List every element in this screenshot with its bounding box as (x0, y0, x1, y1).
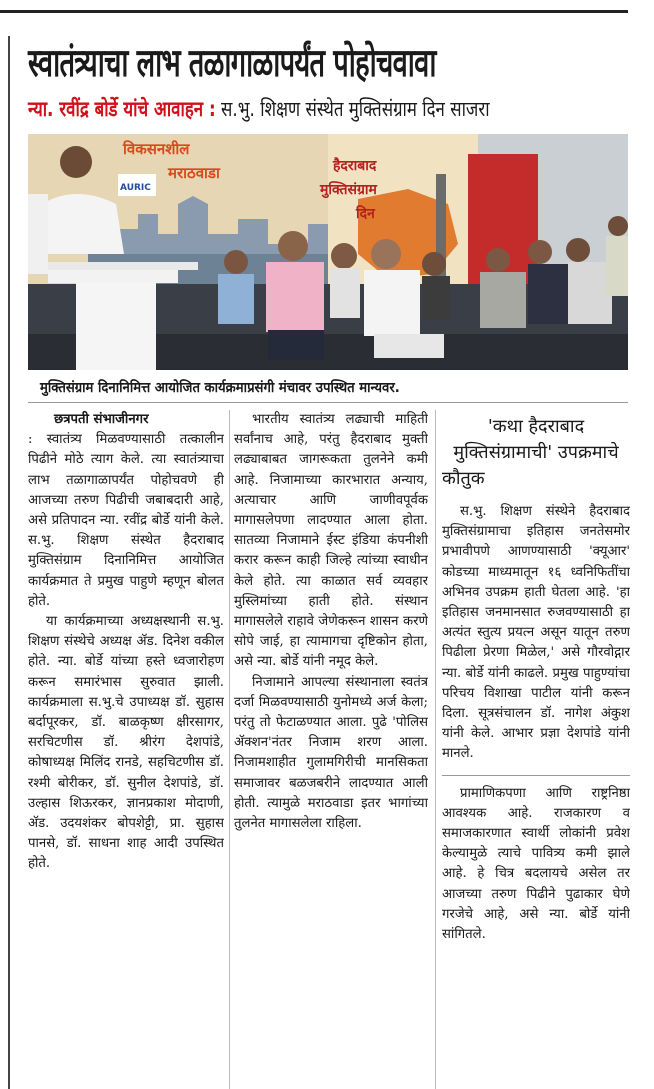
col3-paragraph-1: स.भु. शिक्षण संस्थेने हैदराबाद मुक्तिसंग्रामाचा इतिहास जनतेसमोर प्रभावीपणे आणण्यासाठी 'क्यूआर' कोडच्या माध्यमातून १६ ध्वनिफितींचा अभिनव उपक्रम हाती घेतला आहे. 'हा इतिहास जनमानसात रुजवण्यासाठी हा अत्यंत स्तुत्य प्रयत्न असून यातून तरुण पिढीला प्रेरणा मिळेल,' असे गौरवोद्गार न्या. बोर्डे यांनी काढले. प्रमुख पाहुण्यांचा परिचय विशाखा पाटील यांनी करून दिला. सूत्रसंचालन डॉ. नागेश अंकुश यांनी केले. आभार प्रज्ञा देशपांडे यांनी मानले. (442, 504, 630, 762)
banner-right-line3: दिन (356, 206, 375, 222)
photo-caption: मुक्तिसंग्राम दिनानिमित्त आयोजित कार्यक्रमाप्रसंगी मंचावर उपस्थित मान्यवर. (40, 380, 400, 396)
banner-title-line2: मराठवाडा (168, 164, 220, 182)
column-separator (435, 410, 436, 1089)
banner-title-line1: विकसनशील (123, 140, 190, 158)
subhead-lead: न्या. रवींद्र बोर्डे यांचे आवाहन : (28, 97, 216, 121)
col3-divider (442, 775, 630, 776)
sidebar-box-title: 'कथा हैदराबाद मुक्तिसंग्रामाची' उपक्रमाचे कौतुक (442, 416, 619, 489)
page-top-rule (0, 0, 628, 13)
col3-paragraph-2: प्रामाणिकपणा आणि राष्ट्रनिष्ठा आवश्यक आहे. राजकारण व समाजकारणात स्वार्थी लोकांनी प्रवेश केल्यामुळे त्याचे पावित्र्य कमी झाले आहे. हे चित्र बदलायचे असेल तर आजच्या तरुण पिढीने पुढाकार घेणे गरजेचे आहे, असे न्या. बोर्डे यांनी सांगितले. (442, 785, 630, 943)
column-separator (229, 410, 230, 1089)
caption-divider (28, 402, 628, 403)
col2-paragraph-1: भारतीय स्वातंत्र्य लढ्याची माहिती सर्वांनाच आहे, परंतु हैदराबाद मुक्ती लढ्याबाबत जागरूकता तुलनेने कमी आहे. निजामाच्या कारभारात अन्याय, अत्याचार आणि जाणीवपूर्वक मागासलेपणा लादण्यात आला होता. सातव्या निजामाने ईस्ट इंडिया कंपनीशी करार करून काही जिल्हे त्यांच्या स्वाधीन केले होते. त्या काळात सर्व व्यवहार मुस्लिमांच्या हाती होते. संस्थान मागासलेले राहावे जेणेकरून शासन करणे सोपे जाई, हा त्यामागचा दृष्टिकोन होता, असे न्या. बोर्डे यांनी नमूद केले. (234, 412, 428, 670)
subhead-rest: स.भु. शिक्षण संस्थेत मुक्तिसंग्राम दिन साजरा (215, 97, 490, 121)
article-headline: स्वातंत्र्याचा लाभ तळागाळापर्यंत पोहोचवावा (28, 41, 436, 86)
event-photo (28, 134, 628, 370)
article-subhead (28, 93, 508, 125)
article-column-1 (28, 410, 224, 1089)
col1-paragraph-1: : स्वातंत्र्य मिळवण्यासाठी तत्कालीन पिढीने मोठे त्याग केले. त्या स्वातंत्र्याचा लाभ तळागाळापर्यंत पोहोचवणे ही आजच्या तरुण पिढीची जबाबदारी आहे, असे प्रतिपादन न्या. रवींद्र बोर्डे यांनी केले. स.भु. शिक्षण संस्थेत हैदराबाद मुक्तिसंग्राम दिनानिमित्त आयोजित कार्यक्रमात ते प्रमुख पाहुणे म्हणून बोलत होते. (28, 432, 224, 609)
banner-right-line2: मुक्तिसंग्राम (320, 182, 377, 198)
dateline: छत्रपती संभाजीनगर (54, 412, 149, 427)
banner-logo: AURIC (120, 183, 151, 193)
article-column-3 (442, 410, 630, 1089)
col2-paragraph-2: निजामाने आपल्या संस्थानाला स्वतंत्र दर्जा मिळवण्यासाठी युनोमध्ये अर्ज केला; परंतु तो फेटाळण्यात आला. पुढे 'पोलिस ॲक्शन'नंतर निजाम शरण आला. निजामशाहीत गुलामगिरीची मानसिकता समाजावर बळजबरीने लादण्यात आली होती. त्यामुळे मराठवाडा इतर भागांच्या तुलनेत मागासलेला राहिला. (234, 674, 428, 832)
banner-right-line1: हैदराबाद (333, 158, 377, 174)
article-column-2 (234, 410, 428, 1089)
page-left-rule (8, 36, 10, 1089)
col1-paragraph-2: या कार्यक्रमाच्या अध्यक्षस्थानी स.भु. शिक्षण संस्थेचे अध्यक्ष ॲड. दिनेश वकील होते. न्या. बोर्डे यांच्या हस्ते ध्वजारोहण करून समारंभास सुरुवात झाली. कार्यक्रमाला स.भु.चे उपाध्यक्ष डॉ. सुहास बर्दापूरकर, डॉ. बाळकृष्ण क्षीरसागर, सरचिटणीस डॉ. श्रीरंग देशपांडे, कोषाध्यक्ष मिलिंद रानडे, सहचिटणीस डॉ. रश्मी बोरीकर, डॉ. सुनील देशपांडे, डॉ. उल्हास शिऊरकर, ज्ञानप्रकाश मोदाणी, ॲड. उदयशंकर बोपशेट्टी, प्रा. सुहास पानसे, डॉ. साधना शाह आदी उपस्थित होते. (28, 614, 224, 872)
